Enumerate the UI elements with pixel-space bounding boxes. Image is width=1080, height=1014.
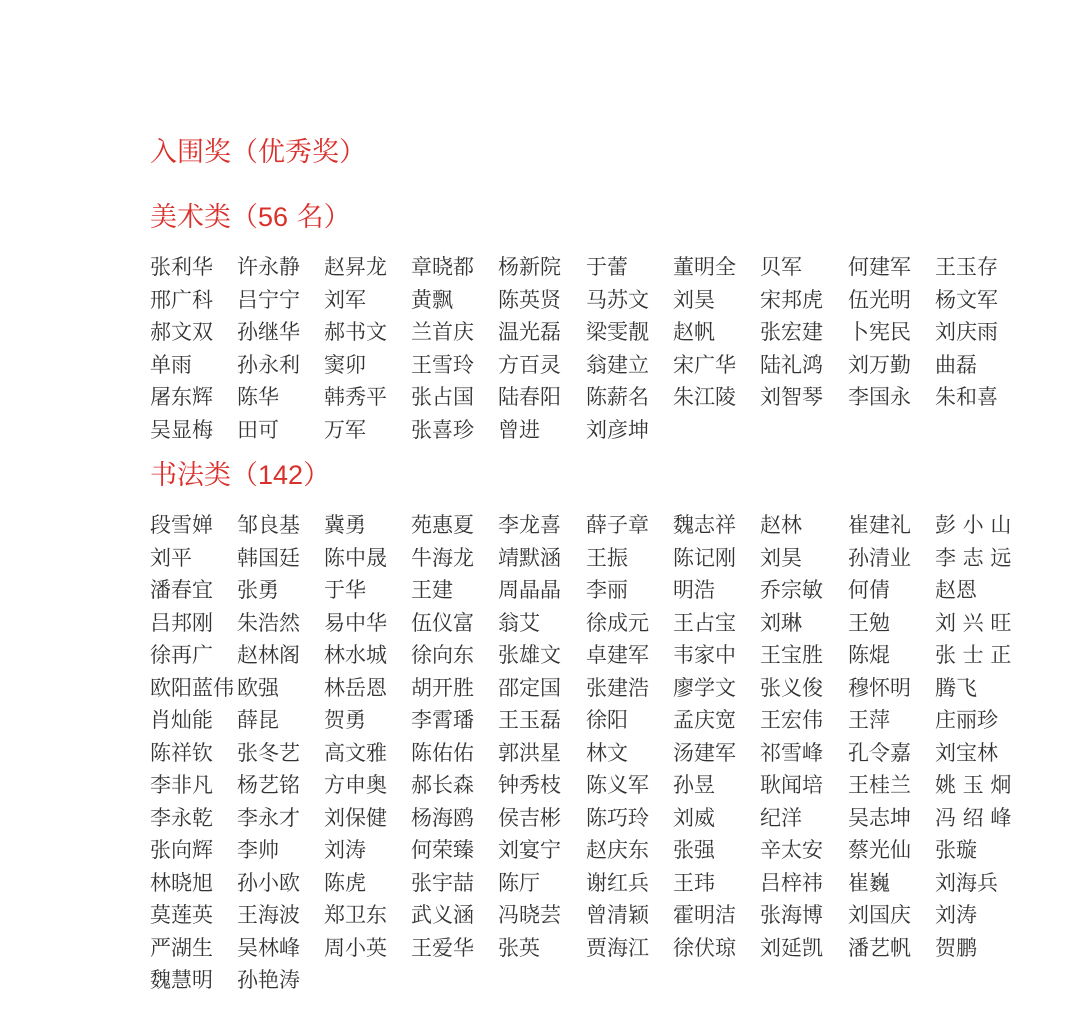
name-entry: 孙永利 — [237, 352, 300, 377]
name-entry: 侯吉彬 — [498, 805, 561, 830]
name-entry: 冯 绍 峰 — [935, 805, 1012, 830]
name-entry: 孙小欧 — [237, 870, 300, 895]
name-entry: 曾进 — [498, 417, 540, 442]
name-entry: 李 志 远 — [935, 545, 1012, 570]
name-entry: 郝书文 — [324, 320, 387, 344]
name-entry: 孙清业 — [848, 545, 911, 570]
calligraphy-names-row — [150, 674, 1050, 707]
name-entry: 张勇 — [237, 578, 279, 602]
name-entry: 张利华 — [150, 255, 213, 279]
name-entry: 王桂兰 — [848, 773, 911, 797]
name-entry: 武义涵 — [411, 903, 474, 927]
name-entry: 欧强 — [237, 675, 279, 700]
name-entry: 赵林阁 — [237, 643, 300, 667]
name-entry: 李永乾 — [150, 805, 213, 830]
name-entry: 刘海兵 — [935, 870, 998, 895]
award-title-text: 入围奖（优秀奖） — [150, 137, 366, 168]
name-entry: 牛海龙 — [411, 545, 474, 570]
name-entry: 陈英贤 — [498, 287, 561, 312]
calligraphy-names-row — [150, 901, 1050, 934]
name-entry: 郝文双 — [150, 320, 213, 344]
name-entry: 冯晓芸 — [498, 903, 561, 927]
name-entry: 许永静 — [237, 255, 300, 279]
name-entry: 魏志祥 — [673, 513, 736, 537]
name-entry: 张向辉 — [150, 838, 213, 862]
name-entry: 赵昇龙 — [324, 255, 387, 279]
name-entry: 乔宗敏 — [760, 578, 823, 602]
name-entry: 刘保健 — [324, 805, 387, 830]
calligraphy-names-row — [150, 544, 1050, 577]
name-entry: 霍明洁 — [673, 903, 736, 927]
name-entry: 王宝胜 — [760, 643, 823, 667]
name-entry: 王宏伟 — [760, 708, 823, 732]
calligraphy-names-row — [150, 771, 1050, 804]
name-entry: 李国永 — [848, 385, 911, 409]
name-entry: 魏慧明 — [150, 968, 213, 992]
name-entry: 段雪婵 — [150, 513, 213, 537]
name-entry: 陈记刚 — [673, 545, 736, 570]
calligraphy-names-row — [150, 641, 1050, 674]
name-entry: 张宏建 — [760, 320, 823, 344]
name-entry: 庄丽珍 — [935, 708, 998, 732]
calligraphy-names-row — [150, 804, 1050, 837]
name-entry: 潘艺帆 — [848, 935, 911, 960]
name-entry: 张 士 正 — [935, 643, 1012, 667]
name-entry: 陈焜 — [848, 643, 890, 667]
name-entry: 蔡光仙 — [848, 838, 911, 862]
name-entry: 刘琳 — [760, 610, 802, 635]
calligraphy-names-row — [150, 576, 1050, 609]
name-entry: 温光磊 — [498, 320, 561, 344]
name-entry: 刘昊 — [673, 287, 715, 312]
name-entry: 徐阳 — [586, 708, 628, 732]
name-entry: 冀勇 — [324, 513, 366, 537]
name-entry: 刘庆雨 — [935, 320, 998, 344]
name-entry: 张宇喆 — [411, 870, 474, 895]
name-entry: 林水城 — [324, 643, 387, 667]
name-entry: 林岳恩 — [324, 675, 387, 700]
calligraphy-names-row — [150, 739, 1050, 772]
name-entry: 崔建礼 — [848, 513, 911, 537]
name-entry: 徐成元 — [586, 610, 649, 635]
name-entry: 张占国 — [411, 385, 474, 409]
name-entry: 陈薪名 — [586, 385, 649, 409]
name-entry: 梁雯靓 — [586, 320, 649, 344]
name-entry: 明浩 — [673, 578, 715, 602]
name-entry: 方百灵 — [498, 352, 561, 377]
award-title — [150, 136, 366, 170]
name-entry: 陈虎 — [324, 870, 366, 895]
art-names-row — [150, 318, 1050, 351]
name-entry: 严湖生 — [150, 935, 213, 960]
calligraphy-names-row — [150, 511, 1050, 544]
name-entry: 廖学文 — [673, 675, 736, 700]
name-entry: 吕宁宁 — [237, 287, 300, 312]
name-entry: 郑卫东 — [324, 903, 387, 927]
name-entry: 陈厅 — [498, 870, 540, 895]
name-entry: 卓建军 — [586, 643, 649, 667]
name-entry: 王振 — [586, 545, 628, 570]
name-entry: 吴林峰 — [237, 935, 300, 960]
name-entry: 赵庆东 — [586, 838, 649, 862]
name-entry: 屠东辉 — [150, 385, 213, 409]
name-entry: 高文雅 — [324, 740, 387, 765]
art-heading-label: 美术类（ — [150, 202, 258, 233]
name-entry: 徐再广 — [150, 643, 213, 667]
name-entry: 胡开胜 — [411, 675, 474, 700]
art-names-grid — [150, 253, 1050, 448]
name-entry: 王萍 — [848, 708, 890, 732]
name-entry: 吕邦刚 — [150, 610, 213, 635]
name-entry: 张义俊 — [760, 675, 823, 700]
name-entry: 贺鹏 — [935, 935, 977, 960]
name-entry: 陈祥钦 — [150, 740, 213, 765]
name-entry: 张喜珍 — [411, 417, 474, 442]
name-entry: 徐伏琼 — [673, 935, 736, 960]
name-entry: 兰首庆 — [411, 320, 474, 344]
name-entry: 王勉 — [848, 610, 890, 635]
calligraphy-names-row — [150, 706, 1050, 739]
name-entry: 彭 小 山 — [935, 513, 1012, 537]
name-entry: 陈佑佑 — [411, 740, 474, 765]
name-entry: 孔令嘉 — [848, 740, 911, 765]
name-entry: 李帅 — [237, 838, 279, 862]
name-entry: 刘威 — [673, 805, 715, 830]
name-entry: 薛子章 — [586, 513, 649, 537]
calligraphy-section-heading — [150, 458, 330, 493]
name-entry: 李霄璠 — [411, 708, 474, 732]
name-entry: 刘昊 — [760, 545, 802, 570]
name-entry: 邹良基 — [237, 513, 300, 537]
name-entry: 王玉磊 — [498, 708, 561, 732]
name-entry: 张强 — [673, 838, 715, 862]
name-entry: 莫莲英 — [150, 903, 213, 927]
name-entry: 单雨 — [150, 352, 192, 377]
art-count: 56 — [258, 202, 289, 232]
name-entry: 方申奥 — [324, 773, 387, 797]
name-entry: 何建军 — [848, 255, 911, 279]
name-entry: 马苏文 — [586, 287, 649, 312]
name-entry: 田可 — [237, 417, 279, 442]
name-entry: 陆礼鸿 — [760, 352, 823, 377]
name-entry: 刘平 — [150, 545, 192, 570]
name-entry: 邵定国 — [498, 675, 561, 700]
name-entry: 林文 — [586, 740, 628, 765]
name-entry: 万军 — [324, 417, 366, 442]
name-entry: 刘涛 — [324, 838, 366, 862]
name-entry: 赵帆 — [673, 320, 715, 344]
name-entry: 张英 — [498, 935, 540, 960]
name-entry: 贺勇 — [324, 708, 366, 732]
calligraphy-names-row — [150, 836, 1050, 869]
calligraphy-names-row — [150, 609, 1050, 642]
name-entry: 黄飘 — [411, 287, 453, 312]
name-entry: 崔巍 — [848, 870, 890, 895]
name-entry: 何荣臻 — [411, 838, 474, 862]
name-entry: 林晓旭 — [150, 870, 213, 895]
name-entry: 赵林 — [760, 513, 802, 537]
name-entry: 伍仪富 — [411, 610, 474, 635]
name-entry: 张海博 — [760, 903, 823, 927]
calligraphy-names-grid — [150, 511, 1050, 999]
name-entry: 韩国廷 — [237, 545, 300, 570]
name-entry: 朱和喜 — [935, 385, 998, 409]
name-entry: 周小英 — [324, 935, 387, 960]
name-entry: 辛太安 — [760, 838, 823, 862]
name-entry: 章晓都 — [411, 255, 474, 279]
name-entry: 刘智琴 — [760, 385, 823, 409]
name-entry: 陈中晟 — [324, 545, 387, 570]
name-entry: 翁艾 — [498, 610, 540, 635]
name-entry: 王雪玲 — [411, 352, 474, 377]
name-entry: 窦卯 — [324, 352, 366, 377]
name-entry: 吴志坤 — [848, 805, 911, 830]
name-entry: 何倩 — [848, 578, 890, 602]
name-entry: 陈巧玲 — [586, 805, 649, 830]
name-entry: 董明全 — [673, 255, 736, 279]
name-entry: 王建 — [411, 578, 453, 602]
name-entry: 郝长森 — [411, 773, 474, 797]
name-entry: 孙艳涛 — [237, 968, 300, 992]
name-entry: 韦家中 — [673, 643, 736, 667]
name-entry: 肖灿能 — [150, 708, 213, 732]
art-names-row — [150, 253, 1050, 286]
name-entry: 于蕾 — [586, 255, 628, 279]
name-entry: 刘宝林 — [935, 740, 998, 765]
name-entry: 张璇 — [935, 838, 977, 862]
name-entry: 郭洪星 — [498, 740, 561, 765]
name-entry: 孟庆宽 — [673, 708, 736, 732]
name-entry: 刘宴宁 — [498, 838, 561, 862]
calligraphy-names-row — [150, 869, 1050, 902]
name-entry: 杨艺铭 — [237, 773, 300, 797]
name-entry: 伍光明 — [848, 287, 911, 312]
name-entry: 李丽 — [586, 578, 628, 602]
art-heading-suffix: 名） — [288, 202, 351, 233]
name-entry: 贝军 — [760, 255, 802, 279]
art-names-row — [150, 416, 1050, 449]
name-entry: 杨文军 — [935, 287, 998, 312]
name-entry: 靖默涵 — [498, 545, 561, 570]
name-entry: 潘春宜 — [150, 578, 213, 602]
name-entry: 杨新院 — [498, 255, 561, 279]
name-entry: 宋广华 — [673, 352, 736, 377]
name-entry: 杨海鸥 — [411, 805, 474, 830]
name-entry: 王爱华 — [411, 935, 474, 960]
art-names-row — [150, 286, 1050, 319]
name-entry: 朱江陵 — [673, 385, 736, 409]
name-entry: 穆怀明 — [848, 675, 911, 700]
name-entry: 赵恩 — [935, 578, 977, 602]
name-entry: 李龙喜 — [498, 513, 561, 537]
name-entry: 腾飞 — [935, 675, 977, 700]
name-entry: 张冬艺 — [237, 740, 300, 765]
name-entry: 吕梓祎 — [760, 870, 823, 895]
name-entry: 刘国庆 — [848, 903, 911, 927]
calligraphy-names-row — [150, 934, 1050, 967]
name-entry: 张建浩 — [586, 675, 649, 700]
calligraphy-names-row — [150, 966, 1050, 999]
name-entry: 宋邦虎 — [760, 287, 823, 312]
name-entry: 祁雪峰 — [760, 740, 823, 765]
name-entry: 邢广科 — [150, 287, 213, 312]
name-entry: 薛昆 — [237, 708, 279, 732]
name-entry: 徐向东 — [411, 643, 474, 667]
name-entry: 欧阳蓝伟 — [150, 675, 234, 700]
art-names-row — [150, 351, 1050, 384]
name-entry: 孙昱 — [673, 773, 715, 797]
name-entry: 汤建军 — [673, 740, 736, 765]
name-entry: 朱浩然 — [237, 610, 300, 635]
name-entry: 王玉存 — [935, 255, 998, 279]
name-entry: 王玮 — [673, 870, 715, 895]
name-entry: 刘 兴 旺 — [935, 610, 1012, 635]
name-entry: 曾清颖 — [586, 903, 649, 927]
art-section-heading — [150, 200, 351, 235]
name-entry: 苑惠夏 — [411, 513, 474, 537]
name-entry: 谢红兵 — [586, 870, 649, 895]
name-entry: 孙继华 — [237, 320, 300, 344]
name-entry: 易中华 — [324, 610, 387, 635]
name-entry: 李非凡 — [150, 773, 213, 797]
name-entry: 刘万勤 — [848, 352, 911, 377]
calligraphy-count: 142 — [258, 460, 304, 490]
name-entry: 陆春阳 — [498, 385, 561, 409]
name-entry: 贾海江 — [586, 935, 649, 960]
name-entry: 吴显梅 — [150, 417, 213, 442]
name-entry: 于华 — [324, 578, 366, 602]
name-entry: 周晶晶 — [498, 578, 561, 602]
name-entry: 纪洋 — [760, 805, 802, 830]
name-entry: 刘彦坤 — [586, 417, 649, 442]
name-entry: 陈义军 — [586, 773, 649, 797]
name-entry: 李永才 — [237, 805, 300, 830]
name-entry: 卜宪民 — [848, 320, 911, 344]
name-entry: 韩秀平 — [324, 385, 387, 409]
calligraphy-heading-suffix: ） — [303, 460, 331, 491]
name-entry: 姚 玉 炯 — [935, 773, 1012, 797]
name-entry: 王占宝 — [673, 610, 736, 635]
name-entry: 曲磊 — [935, 352, 977, 377]
name-entry: 王海波 — [237, 903, 300, 927]
art-names-row — [150, 383, 1050, 416]
name-entry: 翁建立 — [586, 352, 649, 377]
name-entry: 刘军 — [324, 287, 366, 312]
name-entry: 钟秀枝 — [498, 773, 561, 797]
name-entry: 张雄文 — [498, 643, 561, 667]
name-entry: 耿闻培 — [760, 773, 823, 797]
name-entry: 刘延凯 — [760, 935, 823, 960]
name-entry: 陈华 — [237, 385, 279, 409]
calligraphy-heading-label: 书法类（ — [150, 460, 258, 491]
name-entry: 刘涛 — [935, 903, 977, 927]
